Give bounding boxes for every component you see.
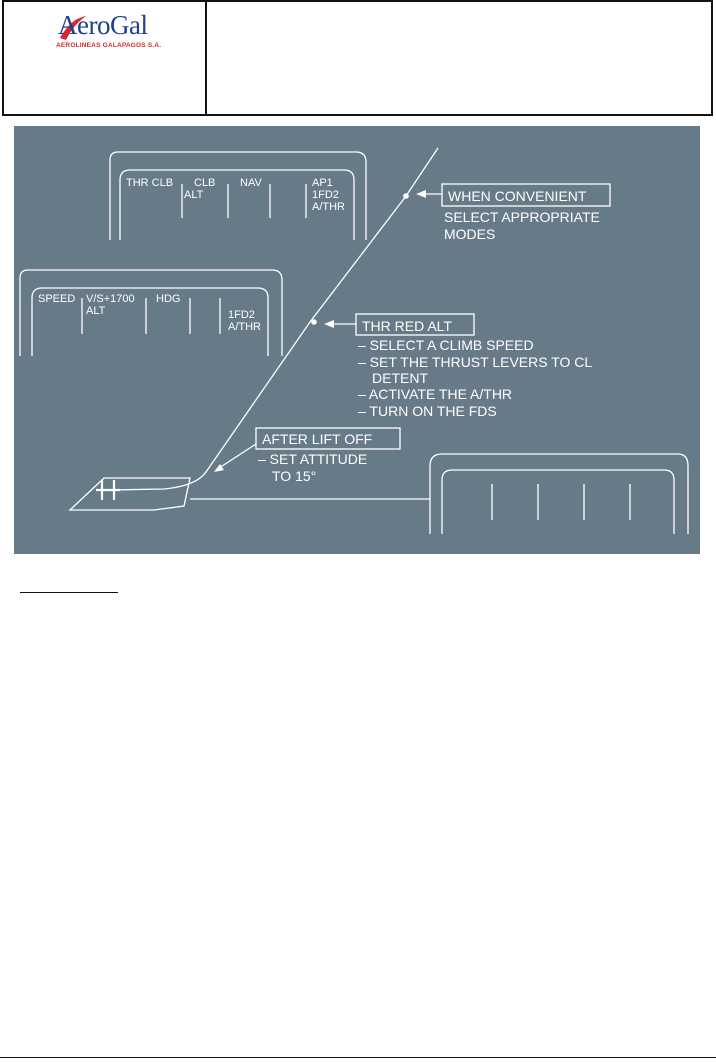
fma-lower-col2-line1: V/S+1700 bbox=[86, 293, 135, 305]
takeoff-procedure-diagram bbox=[14, 126, 700, 554]
callout-lift-off-line2: TO 15° bbox=[272, 468, 317, 484]
point-convenient bbox=[403, 193, 409, 199]
header-divider bbox=[205, 2, 207, 114]
fma-lower-col2-line2: ALT bbox=[86, 305, 106, 317]
thr-red-alt-item-4: – ACTIVATE THE A/THR bbox=[358, 386, 513, 402]
section-underline bbox=[20, 592, 118, 593]
point-thr-red-alt bbox=[311, 319, 317, 325]
thr-red-alt-item-5: – TURN ON THE FDS bbox=[358, 403, 497, 419]
runway bbox=[70, 478, 190, 510]
callout-convenient-line2: MODES bbox=[444, 226, 496, 242]
fma-upper-col5-line2: 1FD2 bbox=[312, 189, 339, 201]
fma-upper-col5-line3: A/THR bbox=[312, 201, 345, 213]
logo-tagline: AEROLINEAS GALAPAGOS S.A. bbox=[56, 42, 162, 49]
fma-lower-col3: HDG bbox=[156, 293, 181, 305]
document-header bbox=[2, 0, 713, 116]
fma-upper-col1: THR CLB bbox=[126, 177, 174, 189]
thr-red-alt-item-3: DETENT bbox=[372, 370, 428, 386]
fma-lower-col5-line2: A/THR bbox=[228, 321, 261, 333]
footer-rule bbox=[0, 1057, 716, 1058]
thr-red-alt-item-2: – SET THE THRUST LEVERS TO CL bbox=[358, 354, 593, 370]
callout-thr-red-alt-title: THR RED ALT bbox=[362, 318, 452, 334]
callout-convenient-title: WHEN CONVENIENT bbox=[448, 188, 587, 204]
aerogal-logo bbox=[44, 10, 184, 60]
arrow-convenient-head bbox=[416, 190, 426, 198]
fma-blank-frame bbox=[430, 454, 688, 534]
thr-red-alt-item-1: – SELECT A CLIMB SPEED bbox=[358, 337, 534, 353]
callout-lift-off-line1: – SET ATTITUDE bbox=[258, 451, 368, 467]
logo-name: AeroGal bbox=[58, 10, 148, 40]
fma-blank-inner-frame bbox=[442, 470, 674, 534]
fma-lower-col5-line1: 1FD2 bbox=[228, 309, 255, 321]
fma-upper-col2-line2: ALT bbox=[184, 189, 204, 201]
diagram-canvas bbox=[14, 126, 700, 554]
fma-lower-col1: SPEED bbox=[38, 293, 76, 305]
fma-upper-col2-line1: CLB bbox=[194, 177, 216, 189]
callout-convenient-line1: SELECT APPROPRIATE bbox=[444, 209, 600, 225]
callout-lift-off-title: AFTER LIFT OFF bbox=[262, 431, 373, 447]
arrow-thr-red-head bbox=[324, 320, 334, 328]
fma-upper-col3: NAV bbox=[240, 177, 262, 189]
fma-upper-col5-line1: AP1 bbox=[312, 177, 333, 189]
